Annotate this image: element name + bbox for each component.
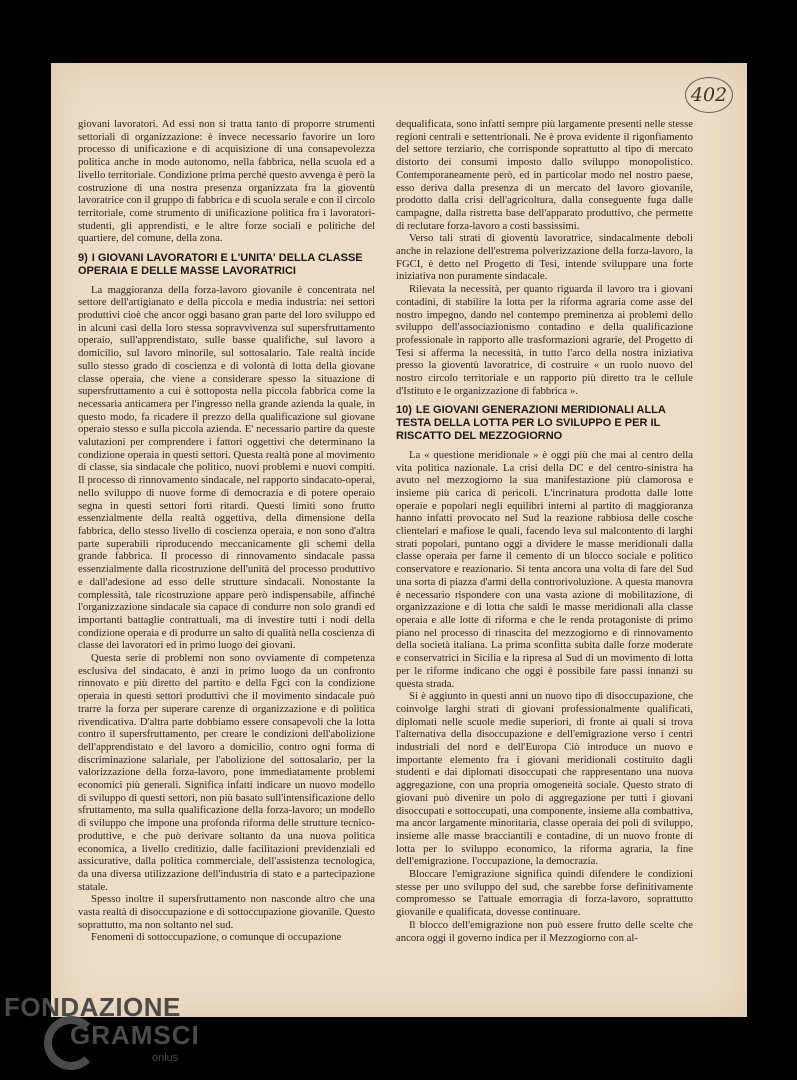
paragraph: La « questione meridionale » è oggi più che mai al centro della vita politica nazionale. La crisi della DC e del centro-sinistra ha avuto nel mezzogiorno la sua manifestazione più clamorosa e insieme più carica di pericoli. L'incrinatura prodotta dalle lotte operaie e popolari negli equilibri interni al partito di maggioranza hanno infatti provocato nel Sud la reazione rabbiosa delle cosche clientelari e mafiose le quali, facendo leva sul malcontento di larghi strati popolari, puntano oggi a dividere le masse meridionali dalla classe operaia per farne il cemento di un blocco sociale e politico conservatore e reazionario. Si tenta ancora una volta di fare del Sud una sorta di piazza d'armi della controrivoluzione. A questa manovra è necessario rispondere con una vasta azione di mobilitazione, di organizzazione e di lotta che saldi le masse meridionali alla classe operaia e alle lotte di riforma e che le renda protagoniste di primo piano nel processo di rinascita del mezzogiorno e di rinnovamento della società italiana. La prima sconfitta subita dalle forze moderate e conservatrici in Sicilia e la ripresa al Sud di un movimento di lotta per le riforme indicano che oggi è possibile fare passi innanzi su questa strada. [396,448,693,690]
section-heading [396,404,693,442]
section-title: I GIOVANI LAVORATORI E L'UNITA' DELLA CLASSE OPERAIA E DELLE MASSE LAVORATRICI [78,252,363,277]
paragraph: Questa serie di problemi non sono ovviamente di competenza esclusiva del sindacato, è anzi in primo luogo da un confronto rinnovato e più diretto del partito e della Fgci con la condizione operaia in questi settori produttivi che il movimento sindacale può trarre la forza per superare carenze di organizzazione e di politica rivendicativa. D'altra parte dobbiamo essere consapevoli che la lotta contro il supersfruttamento, per creare le condizioni dell'abolizione dell'apprendistato e del lavoro a domicilio, contro ogni forma di discriminazione salariale, per l'abolizione del sottosalario, per la valorizzazione della forza-lavoro, pone immediatamente problemi economici più generali. Significa infatti indicare un nuovo modello di sviluppo di questi settori, non più basato sull'intensificazione dello sfruttamento, ma sulla qualificazione della forza-lavoro; un modello di sviluppo che impone una profonda riforma delle strutture tecnico-produttive, e che può derivare soltanto da una nuova politica economica, a livello creditizio, dalle facilitazioni previdenziali ed assicurative, dalla politica commerciale, dell'assistenza tecnologica, da una diversa utilizzazione dell'industria di stato e a partecipazione statale. [78,652,375,893]
logo-text: GRAMSCI [70,1020,200,1050]
paragraph: dequalificata, sono infatti sempre più largamente presenti nelle stesse regioni centrali e settentrionali. Ne è prova evidente il rigonfiamento del settore terziario, che corrisponde soprattutto al tipo di mercato distorto dei consumi imposto dallo sviluppo monopolistico. Contemporaneamente però, ed in particolar modo nel nostro paese, esso deriva dalla presenza di un mercato del lavoro giovanile, prodotto dalla crisi dell'agricoltura, dalla conseguente fuga dalle campagne, dalla ristretta base dell'apparato produttivo, che permette di reclutare forza-lavoro a costi bassissimi. [396,118,693,232]
paragraph: Rilevata la necessità, per quanto riguarda il lavoro tra i giovani contadini, di stabilire la lotta per la riforma agraria come asse del nostro impegno, dando nel contempo preminenza ai problemi dello sviluppo dell'associazionismo contadino e della qualificazione professionale in rapporto alle trasformazioni agrarie, del Progetto di Tesi si afferma la necessità, in tutto l'arco della nostra iniziativa presso la gioventù lavoratrice, di costruire « un ruolo nuovo del nostro circolo territoriale e un rapporto più diretto tra le cellule d'Istituto e le organizzazione di fabbrica ». [396,283,693,397]
section-number: 10) [396,404,412,417]
page-number: 402 [685,77,733,113]
document-page [51,63,747,1017]
section-number: 9) [78,252,88,265]
paragraph: Bloccare l'emigrazione significa quindi difendere le condizioni stesse per uno sviluppo del sud, che sarebbe forse definitivamente compromesso se l'attuale emorragia di forza-lavoro, soprattutto giovanile e qualificata, dovesse continuare. [396,868,693,919]
logo-subtext: onlus [152,1052,179,1064]
paragraph: Verso tali strati di gioventù lavoratrice, sindacalmente deboli anche in relazione dell'estrema polverizzazione della forza-lavoro, la FGCI, è detto nel Progetto di Tesi, intende sviluppare una forte iniziativa non puramente sindacale. [396,232,693,283]
paragraph: giovani lavoratori. Ad essi non si tratta tanto di proporre strumenti settoriali di organizzazione: è invece necessario favorire un loro processo di unificazione e di acquisizione di una consapevolezza politica anche in modo autonomo, nella fabbrica, nella scuola ed a livello territoriale. Condizione prima perché questo avvenga è però la costruzione di una nostra presenza organizzata fra la gioventù lavoratrice con il gruppo di fabbrica e di scuola serale e con il circolo territoriale, come strumento di unificazione politica fra i lavoratori-studenti, gli apprendisti, e le altre forze sociali e politiche del quartiere, del comune, della zona. [78,118,375,245]
logo-text: FONDAZIONE [4,992,181,1022]
paragraph: Fenomeni di sottoccupazione, o comunque di occupazione [91,931,342,944]
section-title: LE GIOVANI GENERAZIONI MERIDIONALI ALLA TESTA DELLA LOTTA PER LO SVILUPPO E PER IL RISCATTO DEL MEZZOGIORNO [396,404,666,443]
paragraph: Il blocco dell'emigrazione non può essere frutto delle scelte che ancora oggi il governo indica per il Mezzogiorno con al- [396,918,693,944]
section-heading [78,252,375,278]
paragraph: Si è aggiunto in questi anni un nuovo tipo di disoccupazione, che coinvolge larghi strati di giovani professionalmente qualificati, diplomati nelle scuole medie superiori, di fronte ai quali si trova l'alternativa della disoccupazione e dell'emigrazione verso i centri industriali del nord e dell'Europa Ciò introduce un nuovo e importante elemento fra i giovani meridionali costituito dagli studenti e dai diplomati disoccupati che rappresentano una nuova aggregazione, con una propria omogeneità sociale. Questo strato di giovani può divenire un polo di aggregazione per tutti i giovani disoccupati e sottoccupati, una componente, insieme alla combattiva, ma ancor largamente minoritaria, classe operaia dei poli di sviluppo, insieme alle masse bracciantili e contadine, di un nuovo fronte di lotta per lo sviluppo economico, la riforma agraria, la fine dell'emigrazione. l'occupazione, la democrazia. [396,690,693,868]
paragraph: Spesso inoltre il supersfruttamento non nasconde altro che una vasta realtà di disoccupazione e di sottoccupazione giovanile. Questo soprattutto, ma non soltanto nel sud. [78,893,375,931]
right-column [396,118,693,944]
left-column [78,118,375,944]
watermark-logo [4,992,304,1080]
paragraph: La maggioranza della forza-lavoro giovanile è concentrata nel settore dell'artigianato e della piccola e media industria: nei settori produttivi cioè che ancor oggi basano gran parte del loro sviluppo ed in alcuni casi della loro stessa sopravvivenza sul supersfruttamento operaio, sull'apprendistato, sulle basse qualifiche, sul lavoro a domicilio, sul lavoro minorile, sul sottosalario. Tale realtà incide sullo stesso grado di coscienza e di volontà di lotta della giovane classe operaia, che viene a considerare spesso la situazione di supersfruttamento a cui è sottoposta nella piccola fabbrica come la necessaria anticamera per l'ingresso nella grande azienda la quale, in questo modo, fa ricadere il prezzo della qualificazione sul giovane operaio stesso e sulla piccola azienda. E' necessario partire da queste valutazioni per comprendere i fattori oggettivi che determinano la condizione operaia in questi settori. Questa realtà pone al movimento di classe, sia sindacale che politico, nuovi problemi e nuovi compiti. Il processo di rinnovamento sindacale, nel rapporto sindacato-operai, nello sviluppo di nuove forme di democrazia e di potere operaio segna in questi settori forti ritardi. Questi limiti sono frutto essenzialmente della realtà oggettiva, della dimensione della fabbrica, dello stesso livello di coscienza operaia, e non sono d'altra parte superabili riproducendo meccanicamente gli schemi della grande fabbrica. Il processo di rinnovamento sindacale passa essenzialmente dalla ricostruzione dell'unità del processo produttivo e dall'adesione ad esso delle strutture sindacali. Nonostante la complessità, tale ricostruzione appare però indispensabile, affinché l'organizzazione sindacale sia capace di condurre non solo grandi ed importanti battaglie contrattuali, ma di investire tutti i nodi della condizione operaia e di produrre un salto di qualità nella coscienza di classe dei lavoratori ed in primo luogo dei giovani. [78,283,375,652]
